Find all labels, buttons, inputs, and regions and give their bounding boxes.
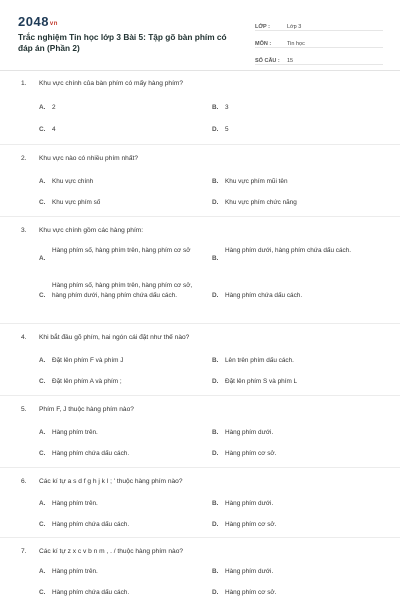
option-key: B. [212,104,219,111]
option-c[interactable] [39,281,201,301]
option-text: Hàng phím chứa dấu cách. [52,521,130,528]
option-text: Hàng phím chứa dấu cách. [52,589,130,596]
option-key: A. [39,429,46,436]
option-key: A. [39,178,46,185]
option-key: C. [39,450,46,457]
site-logo[interactable] [18,14,58,29]
option-text: Đặt lên phím A và phím ; [52,378,122,385]
question-number: 7. [21,548,27,555]
option-a[interactable] [39,428,98,438]
option-b[interactable] [212,499,273,509]
option-text: Đặt lên phím S và phím L [225,378,298,385]
meta-row-grade [255,16,383,31]
option-b[interactable] [212,567,273,577]
option-key: B. [212,429,219,436]
option-key: C. [39,521,46,528]
option-key: D. [212,199,219,206]
option-d[interactable] [212,588,276,598]
option-key: A. [39,104,46,111]
option-text: Hàng phím trên. [52,429,98,436]
option-text: Hàng phím cơ sở. [225,450,277,457]
option-key: A. [39,357,46,364]
question-prompt: Khu vực chính gồm các hàng phím: [39,227,144,234]
option-d[interactable] [212,449,276,459]
option-d[interactable] [212,377,297,387]
meta-label: SỐ CÂU : [255,58,280,64]
option-text: Khu vực chính [52,178,94,185]
question-item [0,70,400,145]
option-text: Hàng phím dưới. [225,500,274,507]
question-number: 1. [21,80,27,87]
option-key: D. [212,378,219,385]
option-text: Hàng phím số, hàng phím trên, hàng phím cơ sở, hàng phím dưới, hàng phím chứa dấu cách. [52,282,193,299]
option-a[interactable] [39,246,201,262]
option-text: 3 [225,104,229,111]
option-text: Khu vực phím mũi tên [225,178,288,185]
logo-text: 2048 [18,14,49,29]
option-key: D. [212,126,219,133]
option-text: Đặt lên phím F và phím J [52,357,124,364]
question-text [21,227,143,234]
question-text [21,80,183,87]
option-key: B. [212,500,219,507]
meta-value: Tin học [287,41,305,47]
option-c[interactable] [39,198,100,208]
option-text: Hàng phím trên. [52,568,98,575]
option-key: B. [212,568,219,575]
option-text: Hàng phím số, hàng phím trên, hàng phím cơ sở [52,247,191,254]
question-prompt: Khu vực nào có nhiều phím nhất? [39,155,138,162]
option-text: 5 [225,126,229,133]
option-text: Hàng phím chứa dấu cách. [52,450,130,457]
question-prompt: Các kí tự z x c v b n m , . / thuộc hàng phím nào? [39,548,184,555]
option-text: Lên trên phím dấu cách. [225,357,294,364]
question-item [0,145,400,217]
option-c[interactable] [39,125,56,135]
option-a[interactable] [39,356,123,366]
question-number: 3. [21,227,27,234]
question-text [21,548,183,555]
question-prompt: Các kí tự a s d f g h j k l ; ' thuộc hàng phím nào? [39,478,183,485]
option-text: 4 [52,126,56,133]
option-a[interactable] [39,567,98,577]
option-key: C. [39,589,46,596]
option-key: D. [212,589,219,596]
option-b[interactable] [212,428,273,438]
option-text: Hàng phím chứa dấu cách. [225,292,303,299]
question-list [0,70,400,600]
logo-suffix: vn [49,21,58,27]
option-b[interactable] [212,246,372,262]
question-item [0,217,400,324]
quiz-meta [255,16,383,67]
question-number: 2. [21,155,27,162]
question-text [21,478,183,485]
option-key: A. [39,255,46,262]
option-text: Hàng phím dưới, hàng phím chứa dấu cách. [225,247,352,254]
question-number: 5. [21,406,27,413]
option-text: Hàng phím cơ sở. [225,521,277,528]
meta-label: LỚP : [255,24,270,30]
question-item [0,538,400,600]
option-d[interactable] [212,291,302,301]
question-item [0,396,400,468]
option-key: C. [39,126,46,133]
meta-label: MÔN : [255,41,272,47]
question-text [21,334,189,341]
option-text: Hàng phím dưới. [225,429,274,436]
question-item [0,468,400,538]
meta-row-subject [255,33,383,48]
option-b[interactable] [212,177,288,187]
option-d[interactable] [212,125,229,135]
option-text: Hàng phím cơ sở. [225,589,277,596]
option-text: Hàng phím dưới. [225,568,274,575]
meta-row-count [255,50,383,65]
option-key: A. [39,500,46,507]
meta-value: 15 [287,58,294,64]
option-text: 2 [52,104,56,111]
option-c[interactable] [39,377,122,387]
option-key: C. [39,378,46,385]
question-text [21,155,138,162]
option-a[interactable] [39,177,93,187]
option-c[interactable] [39,449,129,459]
question-prompt: Khu vực chính của bàn phím có mấy hàng phím? [39,80,184,87]
meta-value: Lớp 3 [287,24,302,30]
option-a[interactable] [39,499,98,509]
option-key: A. [39,568,46,575]
option-c[interactable] [39,520,129,530]
option-key: D. [212,521,219,528]
option-key: C. [39,292,46,299]
question-text [21,406,134,413]
option-b[interactable] [212,356,294,366]
question-prompt: Khi bắt đầu gõ phím, hai ngón cái đặt như thế nào? [39,334,190,341]
option-key: B. [212,357,219,364]
question-number: 6. [21,478,27,485]
option-key: B. [212,255,219,262]
option-d[interactable] [212,520,276,530]
question-item [0,324,400,396]
option-a[interactable] [39,103,56,113]
option-key: D. [212,292,219,299]
option-text: Khu vực phím chức năng [225,199,297,206]
option-text: Khu vực phím số [52,199,101,206]
page-title: Trắc nghiệm Tin học lớp 3 Bài 5: Tập gõ bàn phím có đáp án (Phần 2) [18,32,227,53]
question-prompt: Phím F, J thuộc hàng phím nào? [39,406,134,413]
option-key: B. [212,178,219,185]
option-b[interactable] [212,103,229,113]
option-c[interactable] [39,588,129,598]
option-text: Hàng phím trên. [52,500,98,507]
page-header [0,0,400,71]
option-key: D. [212,450,219,457]
option-key: C. [39,199,46,206]
option-d[interactable] [212,198,297,208]
question-number: 4. [21,334,27,341]
